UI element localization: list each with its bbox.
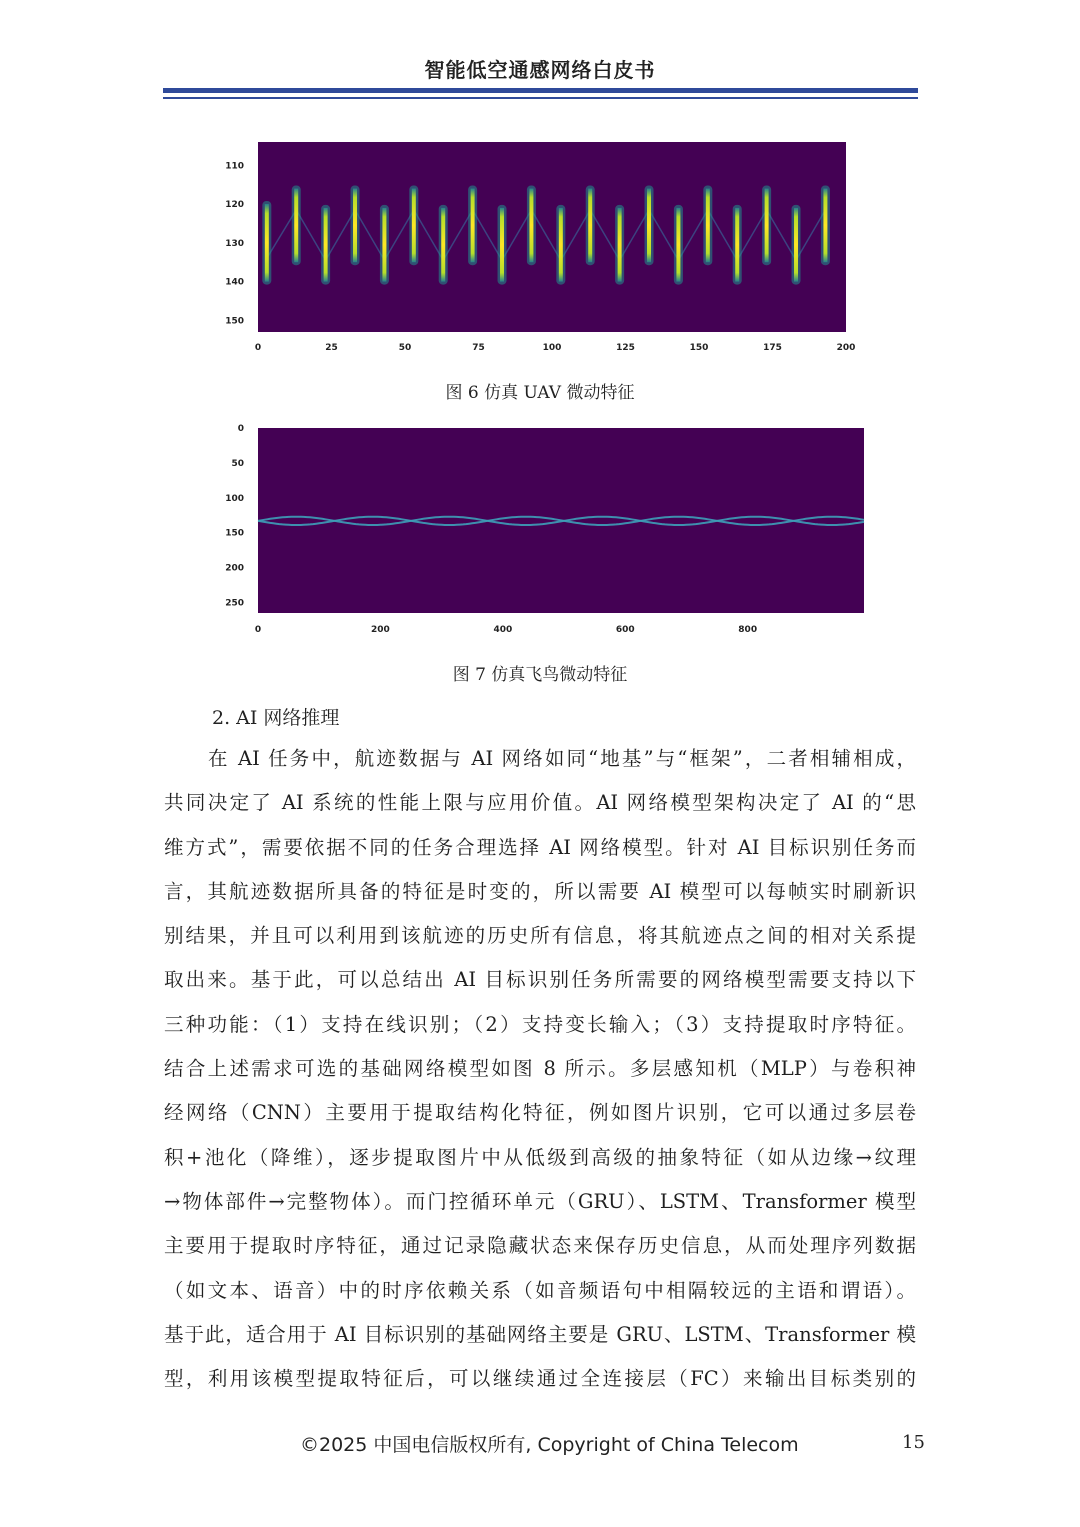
blade-flash-line bbox=[647, 189, 651, 263]
body-line: →物体部件→完整物体）。而门控循环单元（GRU）、LSTM、Transformer 模型 bbox=[164, 1189, 916, 1213]
y-tick-label: 130 bbox=[225, 238, 244, 249]
body-text bbox=[164, 737, 916, 1401]
blade-flash-line bbox=[294, 189, 298, 263]
body-line: 型，利用该模型提取特征后，可以继续通过全连接层（FC）来输出目标类别的 bbox=[164, 1367, 916, 1391]
page-number: 15 bbox=[902, 1432, 925, 1453]
y-tick-label: 140 bbox=[225, 277, 244, 288]
y-tick-label: 120 bbox=[225, 200, 244, 211]
y-tick-label: 110 bbox=[225, 161, 244, 172]
blade-flash-line bbox=[676, 208, 680, 282]
blade-flash-line bbox=[353, 189, 357, 263]
figure-7-caption: 图 7 仿真飞鸟微动特征 bbox=[452, 665, 628, 685]
blade-flash-line bbox=[529, 189, 533, 263]
header-rule-thick bbox=[163, 88, 918, 93]
x-tick-label: 25 bbox=[325, 343, 338, 353]
blade-flash-line bbox=[471, 189, 475, 263]
x-tick-label: 175 bbox=[763, 343, 782, 353]
figure-7 bbox=[210, 420, 880, 642]
x-tick-label: 50 bbox=[398, 343, 412, 353]
body-line: 取出来。基于此，可以总结出 AI 目标识别任务所需要的网络模型需要支持以下 bbox=[164, 968, 916, 992]
body-line: 结合上述需求可选的基础网络模型如图 8 所示。多层感知机（MLP）与卷积神 bbox=[164, 1057, 916, 1081]
y-tick-label: 200 bbox=[225, 563, 244, 574]
body-line: 在 AI 任务中，航迹数据与 AI 网络如同“地基”与“框架”，二者相辅相成， bbox=[208, 747, 916, 770]
y-tick-label: 250 bbox=[225, 598, 244, 609]
blade-flash-line bbox=[500, 208, 504, 282]
y-tick-label: 150 bbox=[225, 528, 244, 539]
body-line: 经网络（CNN）主要用于提取结构化特征，例如图片识别，它可以通过多层卷 bbox=[164, 1101, 916, 1125]
y-tick-label: 150 bbox=[225, 316, 244, 327]
figure-6-heatmap bbox=[210, 135, 870, 360]
blade-flash-line bbox=[441, 208, 445, 282]
x-tick-label: 600 bbox=[615, 625, 635, 635]
blade-flash-line bbox=[382, 208, 386, 282]
x-tick-label: 125 bbox=[616, 343, 635, 353]
body-line: 别结果，并且可以利用到该航迹的历史所有信息，将其航迹点之间的相对关系提 bbox=[164, 924, 916, 948]
blade-flash-line bbox=[559, 208, 563, 282]
body-line: （如文本、语音）中的时序依赖关系（如音频语句中相隔较远的主语和谓语）。 bbox=[164, 1278, 916, 1302]
section-heading: 2. AI 网络推理 bbox=[212, 707, 340, 729]
heatmap-background bbox=[258, 142, 846, 332]
x-tick-label: 100 bbox=[542, 343, 562, 353]
y-tick-label: 100 bbox=[225, 493, 244, 504]
blade-flash-line bbox=[324, 208, 328, 282]
blade-flash-line bbox=[765, 189, 769, 263]
blade-flash-line bbox=[706, 189, 710, 263]
header-rule-thin bbox=[163, 97, 918, 99]
blade-flash-line bbox=[794, 208, 798, 282]
blade-flash-line bbox=[588, 189, 592, 263]
body-line: 共同决定了 AI 系统的性能上限与应用价值。AI 网络模型架构决定了 AI 的“思 bbox=[164, 791, 916, 815]
x-tick-label: 200 bbox=[371, 625, 390, 635]
x-tick-label: 400 bbox=[493, 625, 513, 635]
x-tick-label: 75 bbox=[472, 343, 485, 353]
x-tick-label: 800 bbox=[738, 625, 758, 635]
x-tick-label: 0 bbox=[254, 625, 262, 635]
blade-flash-line bbox=[735, 208, 739, 282]
y-tick-label: 50 bbox=[231, 458, 244, 469]
body-line: 言，其航迹数据所具备的特征是时变的，所以需要 AI 模型可以每帧实时刷新识 bbox=[164, 879, 916, 903]
footer-copyright: ©2025 中国电信版权所有, Copyright of China Telecom bbox=[300, 1434, 799, 1456]
body-line: 基于此，适合用于 AI 目标识别的基础网络主要是 GRU、LSTM、Transformer 模 bbox=[164, 1322, 916, 1346]
x-tick-label: 150 bbox=[689, 343, 709, 353]
x-tick-label: 0 bbox=[254, 343, 262, 353]
x-tick-label: 200 bbox=[836, 343, 856, 353]
figure-7-heatmap bbox=[210, 420, 880, 642]
figure-6 bbox=[210, 135, 870, 360]
body-line: 积+池化（降维），逐步提取图片中从低级到高级的抽象特征（如从边缘→纹理 bbox=[164, 1145, 916, 1169]
body-line: 三种功能：（1）支持在线识别；（2）支持变长输入；（3）支持提取时序特征。 bbox=[164, 1012, 916, 1036]
body-line: 维方式”，需要依据不同的任务合理选择 AI 网络模型。针对 AI 目标识别任务而 bbox=[164, 835, 916, 859]
body-line: 主要用于提取时序特征，通过记录隐藏状态来保存历史信息，从而处理序列数据 bbox=[164, 1234, 916, 1258]
blade-flash-line bbox=[618, 208, 622, 282]
page-header-title: 智能低空通感网络白皮书 bbox=[424, 58, 656, 82]
blade-flash-line bbox=[823, 189, 827, 263]
y-tick-label: 0 bbox=[237, 424, 244, 434]
figure-6-caption: 图 6 仿真 UAV 微动特征 bbox=[445, 383, 635, 403]
blade-flash-line bbox=[412, 189, 416, 263]
blade-flash-line bbox=[265, 204, 269, 282]
